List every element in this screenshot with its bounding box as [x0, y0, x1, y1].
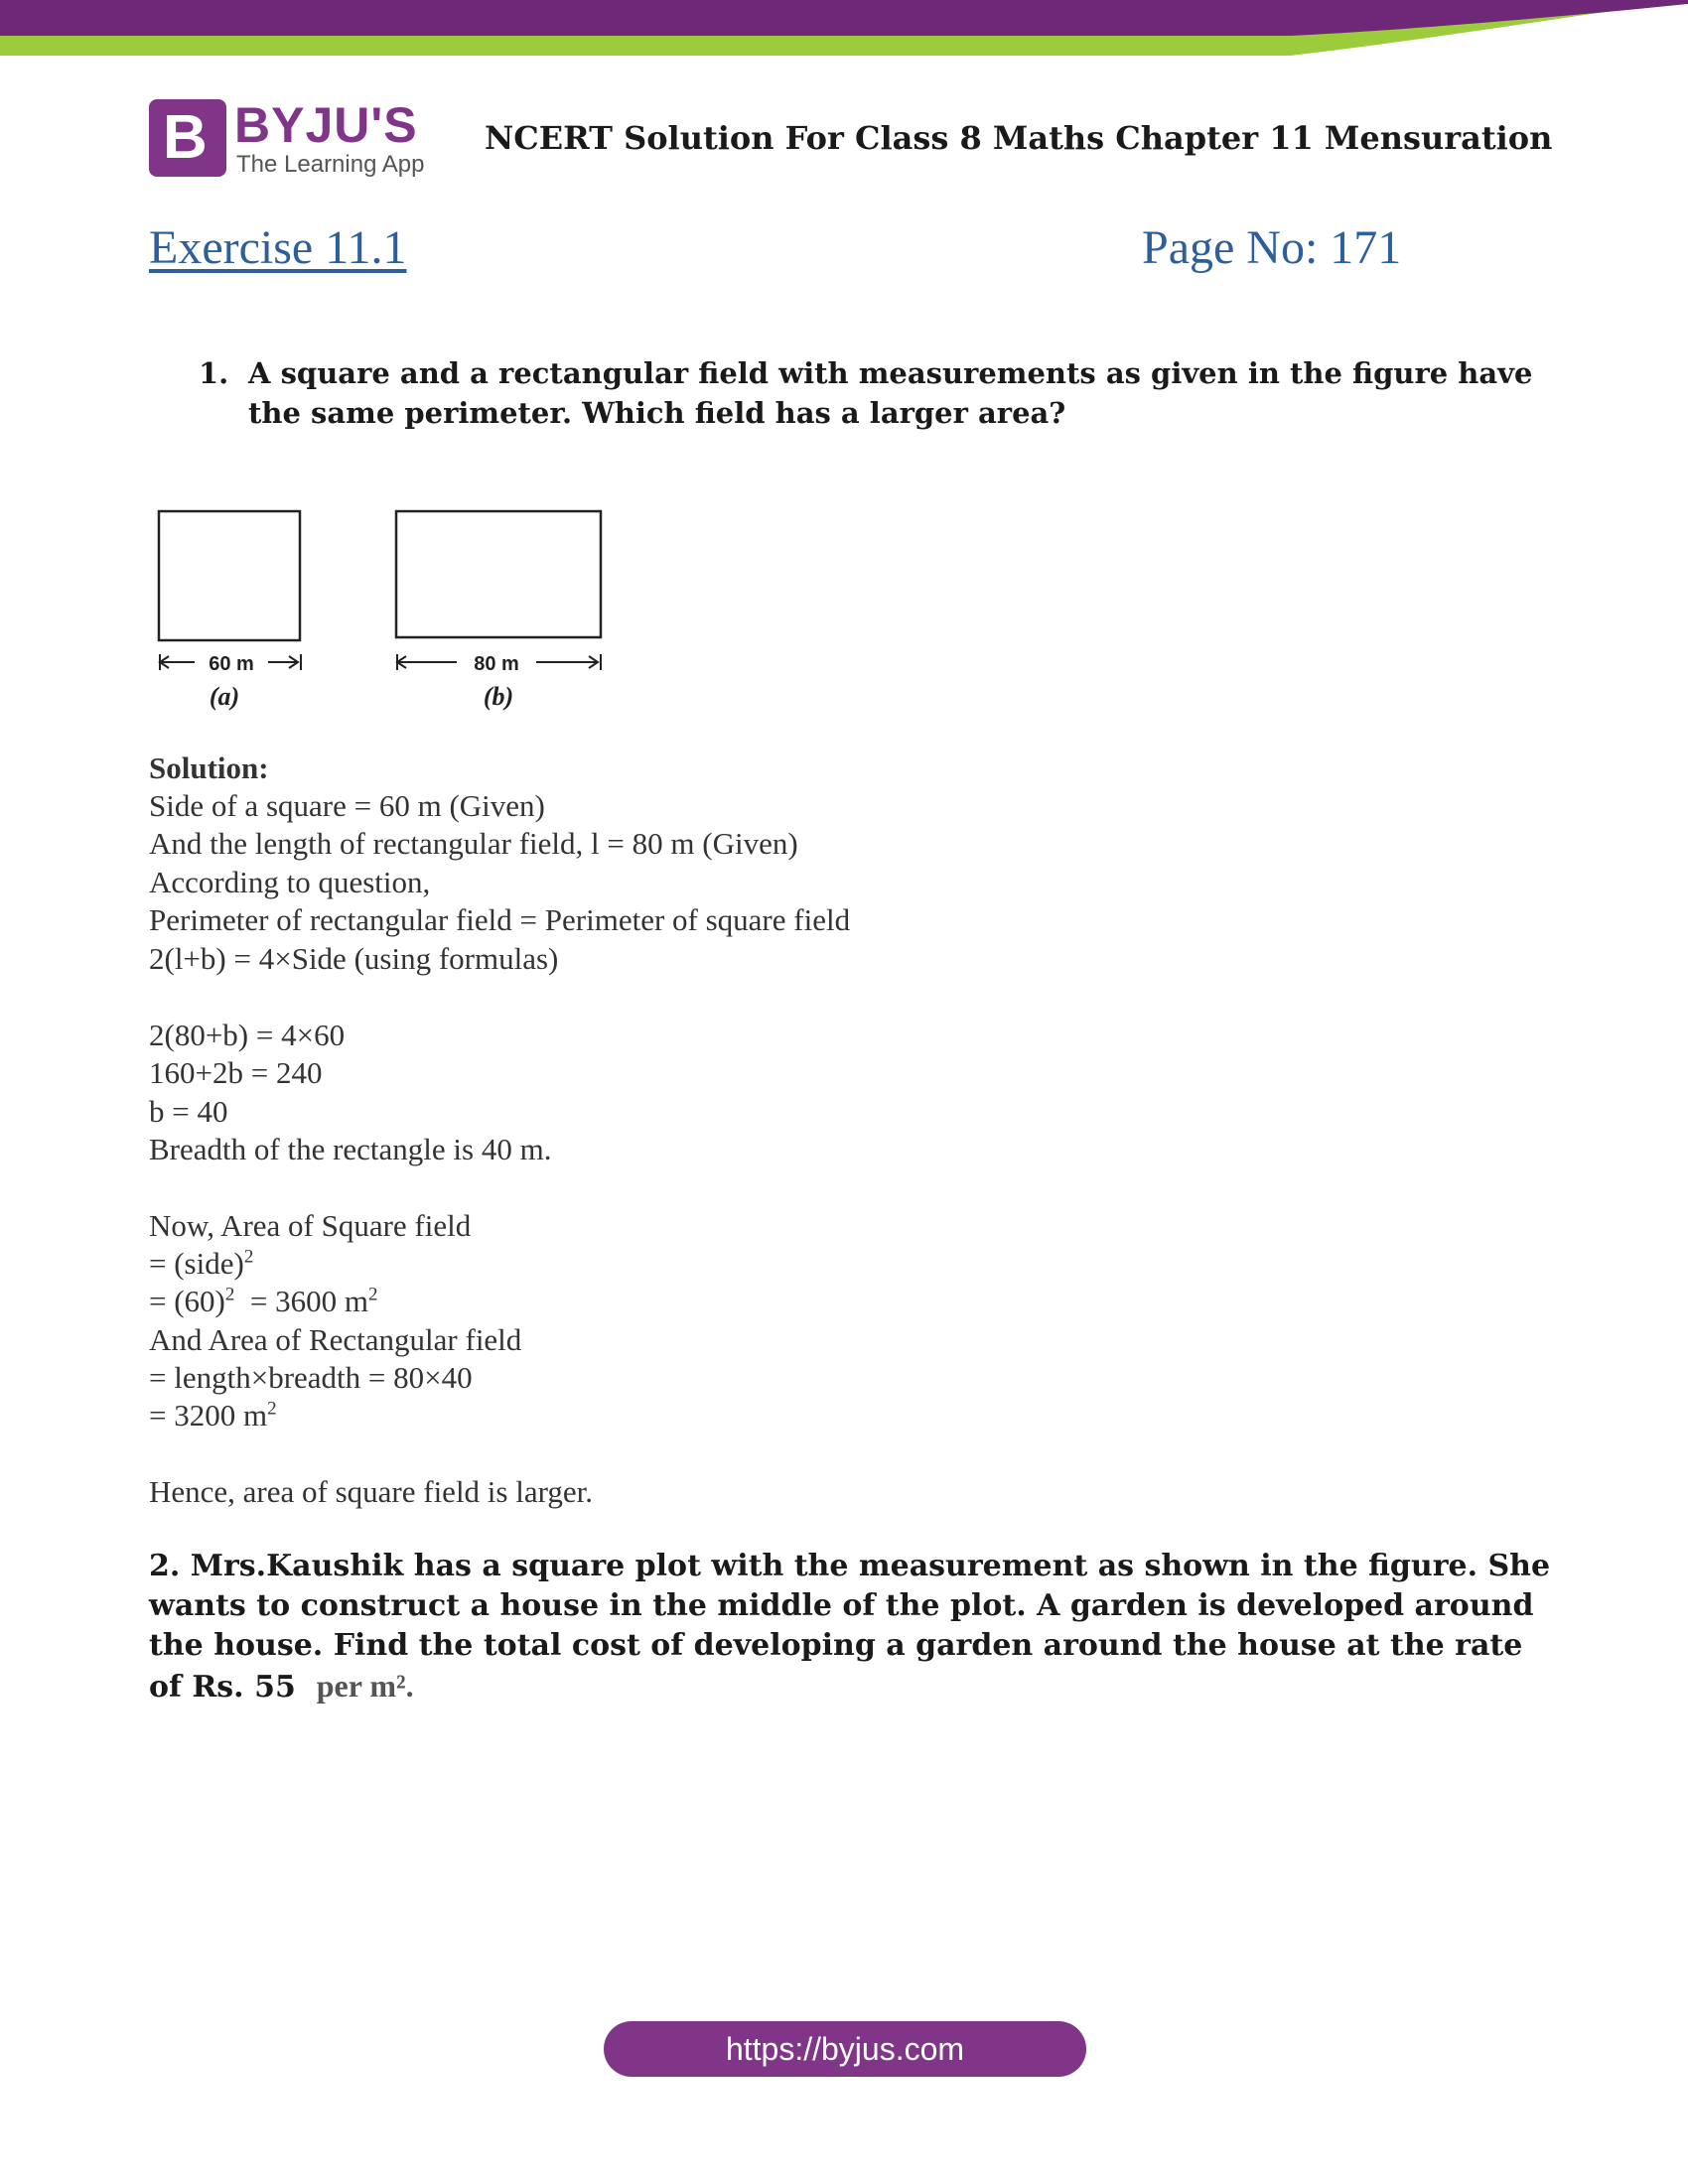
question-2-rate-unit: per m².	[316, 1668, 414, 1704]
question-2	[149, 1547, 1559, 1707]
solution-line: Now, Area of Square field	[149, 1208, 472, 1243]
solution-line	[149, 1246, 253, 1282]
solution-heading: Solution:	[149, 751, 269, 785]
logo-letter: B	[163, 103, 208, 172]
byjus-logo	[149, 97, 437, 181]
solution-line: Breadth of the rectangle is 40 m.	[149, 1132, 552, 1166]
top-decorative-band	[0, 0, 1688, 60]
question-1-number: 1.	[199, 356, 229, 390]
superscript: 2	[243, 1246, 254, 1268]
solution-line: 2(80+b) = 4×60	[149, 1018, 346, 1052]
brand-name: BYJU'S	[234, 97, 418, 153]
logo-badge	[149, 99, 226, 177]
page-number: Page No: 171	[1142, 221, 1402, 274]
solution-line: According to question,	[149, 865, 431, 899]
formula-text: = 3200 m	[149, 1398, 268, 1433]
solution-conclusion: Hence, area of square field is larger.	[149, 1474, 593, 1509]
question-2-text: 2. Mrs.Kaushik has a square plot with the measurement as shown in the figure. She wants to construct a house in the middle of the plot. A garden is developed around the house. Find the total cost of developing a garden around the house at the rate of Rs. 55	[149, 1549, 1551, 1705]
question-1-text: A square and a rectangular field with measurements as given in the figure have the same perimeter. Which field has a larger area?	[248, 356, 1533, 430]
superscript: 2	[368, 1284, 378, 1305]
exercise-heading: Exercise 11.1	[149, 221, 407, 274]
question-1	[199, 353, 1549, 433]
square-caption: (a)	[209, 682, 240, 711]
solution-line	[149, 1398, 277, 1433]
document-title: NCERT Solution For Class 8 Maths Chapter 11 Mensuration	[485, 119, 1553, 157]
fields-figure	[149, 501, 626, 720]
rectangle-length-label: 80 m	[474, 653, 519, 675]
formula-text: = (side)	[149, 1246, 244, 1281]
brand-tagline: The Learning App	[236, 151, 425, 178]
solution-line	[149, 1284, 378, 1319]
solution-line: = length×breadth = 80×40	[149, 1360, 473, 1395]
superscript: 2	[224, 1284, 235, 1305]
superscript: 2	[267, 1398, 277, 1420]
rectangle-caption: (b)	[483, 682, 514, 711]
formula-text: = (60)	[149, 1284, 225, 1318]
rectangular-field	[396, 511, 601, 637]
footer-link-pill[interactable]	[604, 2021, 1086, 2077]
solution-line: b = 40	[149, 1094, 228, 1129]
solution-line: Perimeter of rectangular field = Perimeter of square field	[149, 902, 851, 937]
solution-line: And Area of Rectangular field	[149, 1322, 522, 1357]
solution-line: 160+2b = 240	[149, 1055, 323, 1090]
formula-text: = 3600 m	[249, 1284, 368, 1318]
square-field	[159, 511, 300, 640]
footer-url[interactable]: https://byjus.com	[725, 2031, 965, 2067]
solution-line: 2(l+b) = 4×Side (using formulas)	[149, 941, 559, 976]
square-side-label: 60 m	[209, 653, 254, 675]
solution-line: Side of a square = 60 m (Given)	[149, 788, 545, 823]
solution-line: And the length of rectangular field, l = 80 m (Given)	[149, 826, 798, 861]
